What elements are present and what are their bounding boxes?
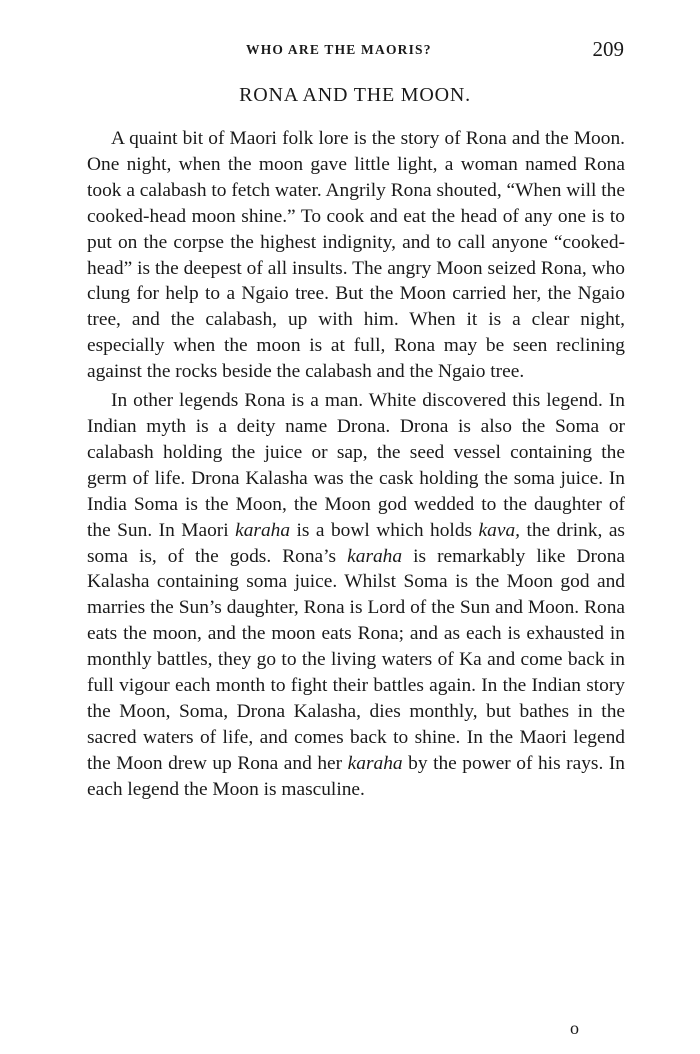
text-run: In other legends Rona is a man. White discovered this legend. In Indian myth is a deity name Drona. Drona is also the Soma or calabash holding the juice or sap, the seed vessel containing the germ of life. Drona Kalasha was the cask holding the soma juice. In India Soma is the Moon, the Moon god wedded to the daughter of the Sun. In Maori (87, 390, 625, 541)
italic-term: karaha (347, 752, 403, 774)
running-header (86, 37, 646, 66)
text-run: by the power of his rays. In each legend the Moon is masculine. (87, 752, 626, 800)
text-run: A quaint bit of Maori folk lore is the story of Rona and the Moon. One night, when the moon gave little light, a woman named Rona took a calabash to fetch water. Angrily Rona shouted, “When will the cooked-head moon shine.” To cook and eat the head of any one is to put on the corpse the highest indignity, and to call anyone “cooked-head” is the deepest of all insults. The angry Moon seized Rona, who clung for help to a Ngaio tree. But the Moon carried her, the Ngaio tree, and the calabash, up with him. When it is a clear night, especially when the moon is at full, Rona may be seen reclining against the rocks beside the calabash and the Ngaio tree. (87, 128, 625, 383)
italic-term: kava, (478, 519, 520, 541)
section-title: RONA AND THE MOON. (239, 84, 471, 106)
text-run: is remarkably like Drona Kalasha containing soma juice. Whilst Soma is the Moon god and marries the Sun’s daughter, Rona is Lord of the Sun and Moon. Rona eats the moon, and the moon eats Rona; and as each is exhausted in monthly battles, they go to the living waters of Ka and come back in full vigour each month to fight their battles again. In the Indian story the Moon, Soma, Drona Kalasha, dies monthly, but bathes in the sacred waters of life, and comes back to shine. In the Maori legend the Moon drew up Rona and her (87, 545, 625, 774)
text-run: the drink, as soma is, of the gods. Rona’s (87, 519, 625, 567)
running-title: WHO ARE THE MAORIS? (246, 42, 432, 57)
italic-term: karaha (347, 545, 403, 567)
page-number: 209 (592, 37, 624, 61)
paragraph (87, 388, 625, 803)
body-text (87, 126, 625, 803)
paragraph (87, 126, 625, 385)
signature-mark: o (570, 1018, 579, 1038)
italic-term: karaha (235, 519, 291, 541)
text-run: is a bowl which holds (290, 519, 479, 541)
